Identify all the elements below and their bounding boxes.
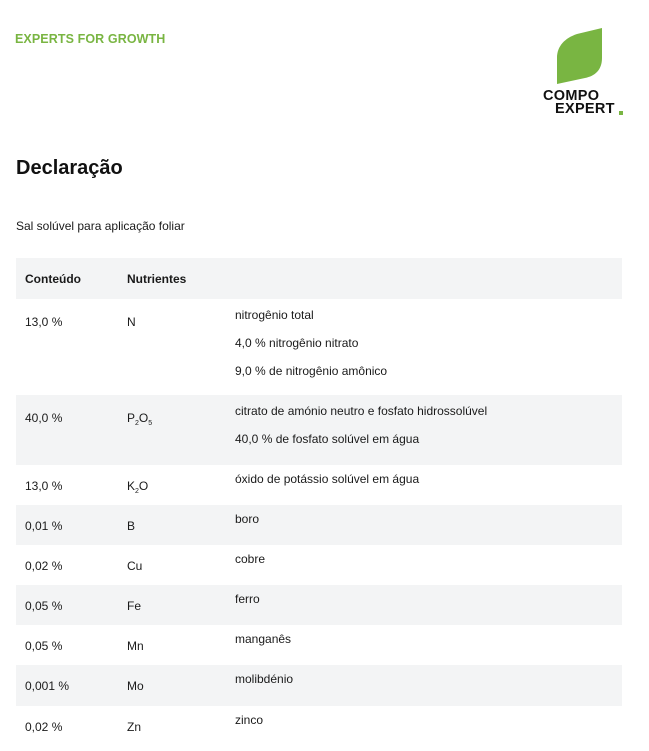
nutrient-description xyxy=(235,706,263,734)
content-value: 0,05 % xyxy=(25,599,63,613)
table-row xyxy=(16,585,622,625)
nutrient-description xyxy=(235,625,291,653)
nutrient-description xyxy=(235,301,387,385)
nutrient-symbol: B xyxy=(127,519,136,533)
description-line: molibdénio xyxy=(235,672,294,686)
logo-text-compo: COMPO xyxy=(543,88,600,104)
tagline: EXPERTS FOR GROWTH xyxy=(15,32,166,46)
table-row xyxy=(16,299,622,395)
nutrient-symbol: Mo xyxy=(127,679,144,693)
content-value: 0,05 % xyxy=(25,639,63,653)
column-header-nutrients: Nutrientes xyxy=(127,272,187,286)
description-line: manganês xyxy=(235,632,292,646)
subtitle: Sal solúvel para aplicação foliar xyxy=(16,219,185,233)
table-row xyxy=(16,545,622,585)
description-line: cobre xyxy=(235,552,266,566)
description-line: zinco xyxy=(235,713,264,727)
content-value: 0,02 % xyxy=(25,559,63,573)
table-header-row xyxy=(16,258,622,299)
leaf-icon xyxy=(555,28,603,86)
nutrient-symbol: $P_2O_5$ xyxy=(127,411,153,427)
nutrient-description xyxy=(235,465,419,493)
nutrient-description xyxy=(235,545,265,573)
nutrient-symbol: N xyxy=(127,315,136,329)
description-line: boro xyxy=(235,512,260,526)
table-row xyxy=(16,395,622,465)
content-value: 0,01 % xyxy=(25,519,63,533)
page-title: Declaração xyxy=(16,157,123,179)
content-value: 40,0 % xyxy=(25,411,63,425)
description-line: ferro xyxy=(235,592,260,606)
nutrient-symbol: Cu xyxy=(127,559,143,573)
content-value: 13,0 % xyxy=(25,315,63,329)
nutrient-description xyxy=(235,505,259,533)
logo-dot xyxy=(619,111,623,115)
nutrient-description xyxy=(235,665,293,693)
nutrient-symbol: Zn xyxy=(127,720,142,734)
description-line: 40,0 % de fosfato solúvel em água xyxy=(235,432,420,446)
content-value: 13,0 % xyxy=(25,479,63,493)
nutrient-symbol: Fe xyxy=(127,599,142,613)
logo-text-expert: EXPERT xyxy=(555,101,615,117)
declaration-table xyxy=(16,258,622,746)
description-line: óxido de potássio solúvel em água xyxy=(235,472,420,486)
nutrient-symbol: Mn xyxy=(127,639,144,653)
table-row xyxy=(16,706,622,746)
description-line: citrato de amónio neutro e fosfato hidrossolúvel xyxy=(235,404,488,418)
content-value: 0,02 % xyxy=(25,720,63,734)
description-line: 4,0 % nitrogênio nitrato xyxy=(235,336,359,350)
column-header-content: Conteúdo xyxy=(25,272,81,286)
nutrient-description xyxy=(235,397,487,453)
table-row xyxy=(16,465,622,505)
nutrient-description xyxy=(235,585,260,613)
table-row xyxy=(16,505,622,545)
nutrient-symbol: $K_2O$ xyxy=(127,479,149,495)
compo-expert-logo xyxy=(541,28,631,120)
description-line: nitrogênio total xyxy=(235,308,314,322)
description-line: 9,0 % de nitrogênio amônico xyxy=(235,364,388,378)
content-value: 0,001 % xyxy=(25,679,70,693)
table-row xyxy=(16,625,622,665)
table-row xyxy=(16,665,622,706)
